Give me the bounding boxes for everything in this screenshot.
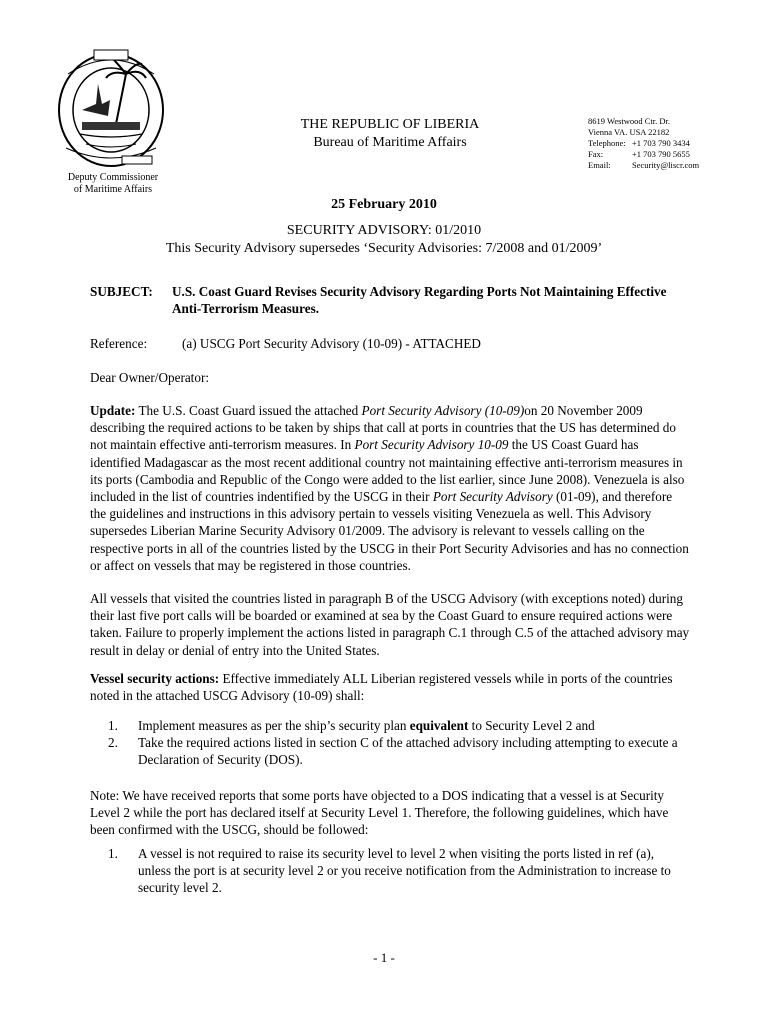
list-text: Take the required actions listed in section C of the attached advisory including attempting to execute a Declaration of Security (DOS).: [138, 735, 678, 768]
subject-text: U.S. Coast Guard Revises Security Advisory Regarding Ports Not Maintaining Effective Anti-Terrorism Measures.: [172, 284, 667, 316]
advisory-number: SECURITY ADVISORY: 01/2010: [286, 223, 482, 238]
update-label: Update:: [90, 403, 136, 418]
telephone-label: Telephone:: [588, 138, 626, 148]
list-text: to Security Level 2 and: [468, 718, 595, 733]
list-bold-text: equivalent: [409, 718, 469, 733]
fax-value: +1 703 790 5655: [632, 149, 690, 159]
greeting: Dear Owner/Operator:: [90, 370, 209, 385]
page-number: - 1 -: [373, 950, 395, 965]
email-value: Security@liscr.com: [632, 160, 700, 170]
list-text: Implement measures as per the ship’s security plan: [138, 718, 410, 733]
update-italic-2: Port Security Advisory 10-09: [354, 437, 509, 453]
update-text-3: the US Coast Guard has identified Madagascar as the most recent additional country not maintaining effective anti-terrorism measures in its ports (Cambodia and Republic of the Congo were added to the list earlier, since June 2008). Venezuela is also included in the list of countries indentified by the USCG in their: [90, 437, 685, 505]
actions-paragraph: [90, 670, 690, 704]
contact-block: [588, 116, 699, 171]
country-title: THE REPUBLIC OF LIBERIA: [300, 117, 480, 132]
list-number: 1.: [108, 846, 118, 861]
subject-label: SUBJECT:: [90, 284, 153, 299]
actions-list: [108, 717, 688, 769]
update-italic-3: Port Security Advisory: [432, 489, 553, 505]
fax-label: Fax:: [588, 149, 604, 159]
reference-text: (a) USCG Port Security Advisory (10-09) - ATTACHED: [182, 336, 481, 351]
subject-line: [90, 283, 690, 317]
update-text-1: The U.S. Coast Guard issued the attached: [135, 403, 362, 418]
note-paragraph: Note: We have received reports that some ports have objected to a DOS indicating that a vessel is at Security Level 2 while the port has declared itself at Security Level 1. Therefore, the following guidelines, which have been confirmed with the USCG, should be followed:: [90, 788, 669, 838]
dep-line1: Deputy Commissioner: [67, 172, 159, 183]
vessels-paragraph: All vessels that visited the countries listed in paragraph B of the USCG Advisory (with exceptions noted) during their last five port calls will be boarded or examined at sea by the Coast Guard to ensure required actions were taken. Failure to properly implement the actions listed in paragraph C.1 through C.5 of the attached advisory may result in delay or denial of entry into the United States.: [90, 591, 690, 658]
actions-text: Effective immediately ALL Liberian registered vessels while in ports of the countries noted in the attached USCG Advisory (10-09) shall:: [90, 671, 673, 704]
address-line1: 8619 Westwood Ctr. Dr.: [588, 116, 671, 126]
update-text-2: on 20 November 2009 describing the required actions to be taken by ships that call at ports in countries that the US has determined do not maintain effective anti-terrorism measures. In: [90, 403, 676, 453]
bureau-title: Bureau of Maritime Affairs: [313, 135, 467, 150]
list-item: [108, 734, 688, 768]
reference-line: [90, 336, 481, 352]
update-text-4: (01-09), and therefore the guidelines and instructions in this advisory pertain to vessels visiting Venezuela as well. This Advisory supersedes Liberian Marine Security Advisory 01/2009. The advisory is relevant to vessels calling on the respective ports in all of the countries listed by the USCG in their Port Security Advisories and has no connection or affect on vessels that may be registered in those countries.: [90, 489, 689, 573]
list-item: [108, 845, 688, 897]
update-paragraph: [90, 402, 690, 574]
document-date: 25 February 2010: [331, 197, 437, 212]
advisory-block: [0, 222, 768, 258]
list-item: [108, 717, 688, 734]
reference-label: Reference:: [90, 336, 148, 351]
actions-label: Vessel security actions:: [90, 671, 220, 686]
list-number: 1.: [108, 718, 118, 733]
dep-line2: of Maritime Affairs: [73, 184, 153, 195]
header-center: [240, 116, 540, 152]
address-line2: Vienna VA. USA 22182: [588, 127, 670, 137]
supersedes-line: This Security Advisory supersedes ‘Security Advisories: 7/2008 and 01/2009’: [165, 241, 603, 256]
telephone-value: +1 703 790 3434: [632, 138, 690, 148]
list-number: 2.: [108, 735, 118, 751]
guidelines-list: [108, 845, 688, 897]
email-label: Email:: [588, 160, 611, 170]
update-italic-1: Port Security Advisory (10-09): [361, 403, 525, 418]
list-text: A vessel is not required to raise its security level to level 2 when visiting the ports listed in ref (a), unless the port is at security level 2 or you receive notification from the Administration to increase to security level 2.: [138, 846, 671, 896]
deputy-commissioner-label: [48, 172, 178, 196]
liberia-seal-logo: [52, 44, 170, 170]
